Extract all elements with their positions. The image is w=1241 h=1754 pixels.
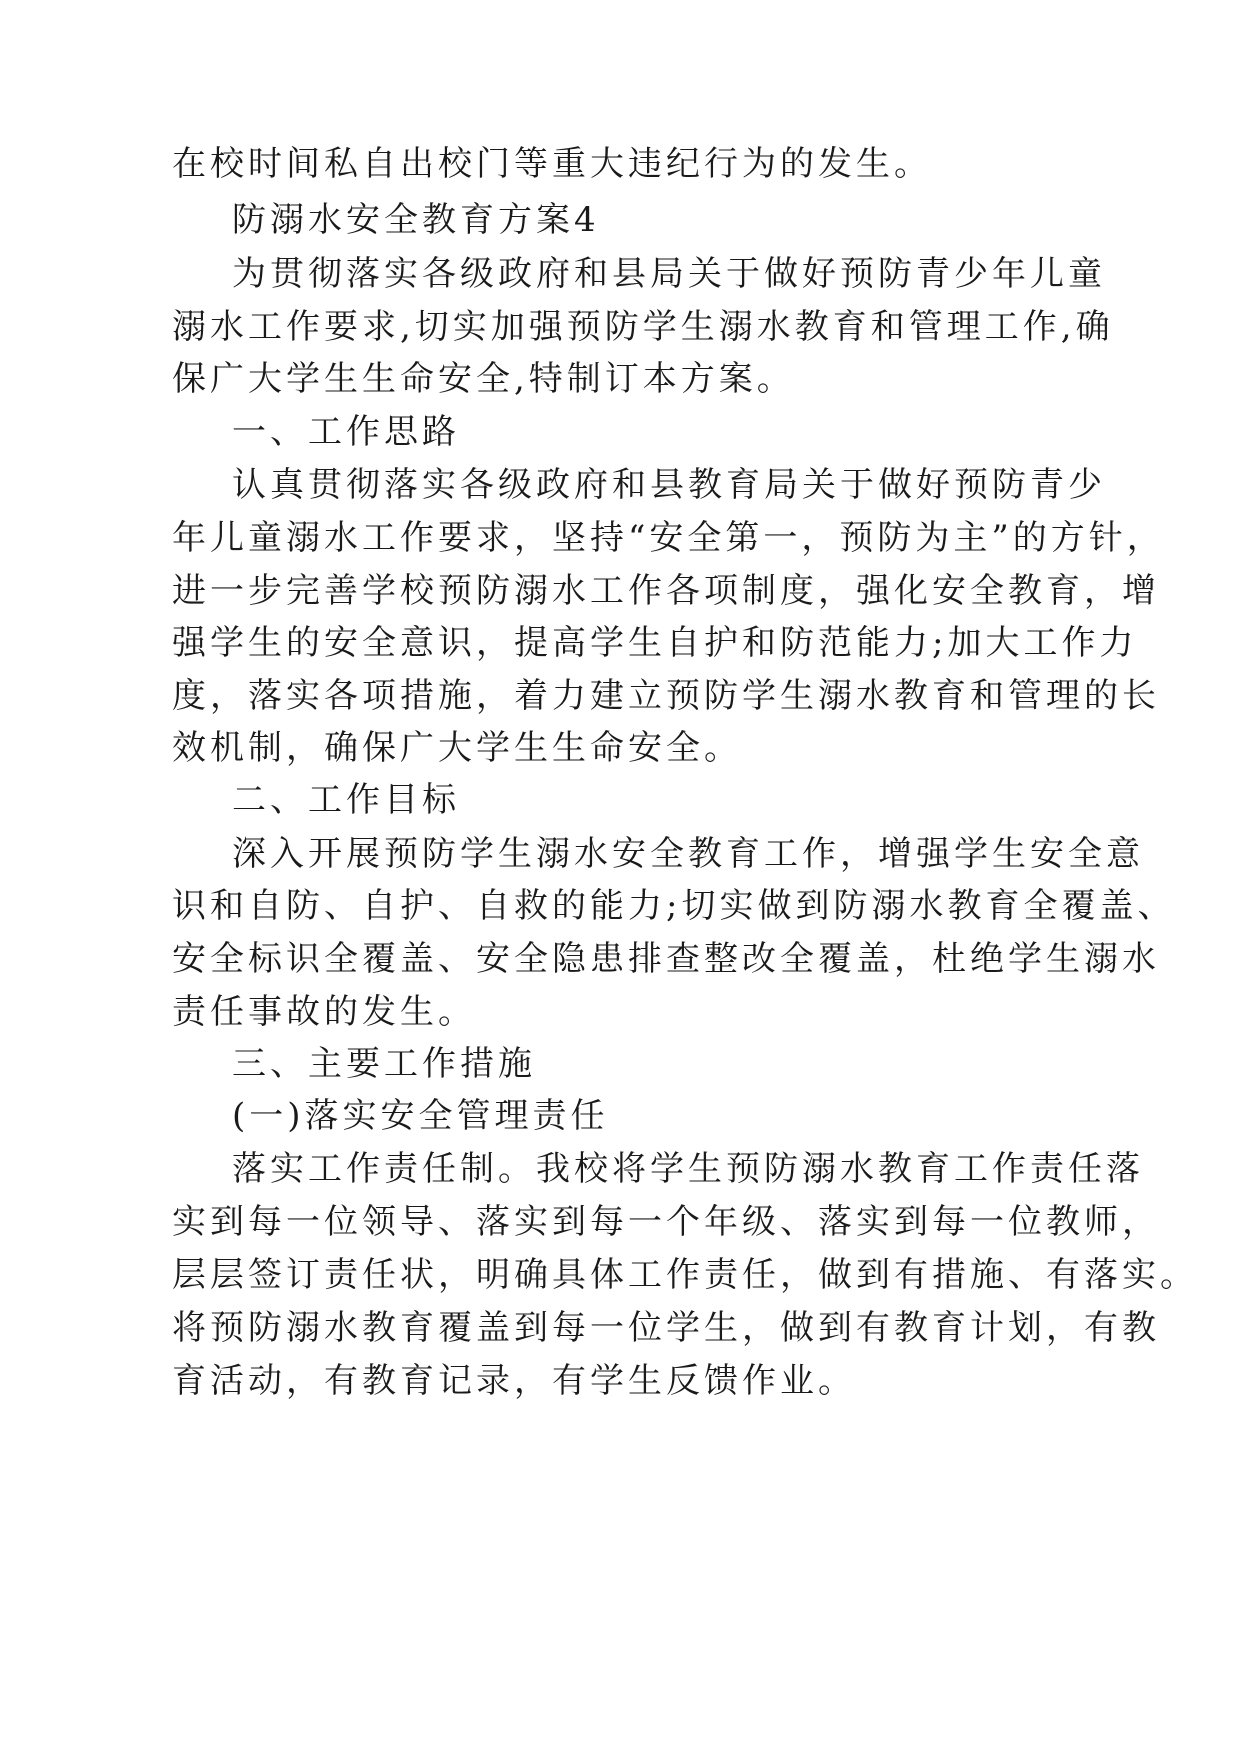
heading: 一、工作思路 [232,412,460,452]
heading: 三、主要工作措施 [232,1044,536,1084]
text-line: 保广大学生生命安全,特制订本方案。 [172,359,795,399]
text-line: 进一步完善学校预防溺水工作各项制度，强化安全教育，增 [172,571,1160,611]
text-line: 将预防溺水教育覆盖到每一位学生，做到有教育计划，有教 [172,1308,1160,1348]
text-line: 落实工作责任制。我校将学生预防溺水教育工作责任落 [232,1149,1144,1189]
text-line: 识和自防、自护、自救的能力;切实做到防溺水教育全覆盖、 [172,886,1176,926]
text-line: 溺水工作要求,切实加强预防学生溺水教育和管理工作,确 [172,307,1114,347]
subheading: (一)落实安全管理责任 [232,1096,609,1136]
text-line: 育活动，有教育记录，有学生反馈作业。 [172,1361,856,1401]
text-line: 强学生的安全意识，提高学生自护和防范能力;加大工作力 [172,623,1138,663]
text-line: 度，落实各项措施，着力建立预防学生溺水教育和管理的长 [172,676,1160,716]
heading: 二、工作目标 [232,780,460,820]
text-line: 安全标识全覆盖、安全隐患排查整改全覆盖，杜绝学生溺水 [172,939,1160,979]
text-line: 深入开展预防学生溺水安全教育工作，增强学生安全意 [232,834,1144,874]
text-line: 实到每一位领导、落实到每一个年级、落实到每一位教师， [172,1202,1160,1242]
section-title: 防溺水安全教育方案4 [232,200,600,240]
text-line: 层层签订责任状，明确具体工作责任，做到有措施、有落实。 [172,1255,1198,1295]
text-line: 年儿童溺水工作要求，坚持“安全第一，预防为主”的方针， [172,518,1165,558]
text-line: 在校时间私自出校门等重大违纪行为的发生。 [172,144,932,184]
text-line: 效机制，确保广大学生生命安全。 [172,728,742,768]
text-line: 认真贯彻落实各级政府和县教育局关于做好预防青少 [232,465,1106,505]
text-line: 责任事故的发生。 [172,992,476,1032]
text-line: 为贯彻落实各级政府和县局关于做好预防青少年儿童 [232,254,1106,294]
